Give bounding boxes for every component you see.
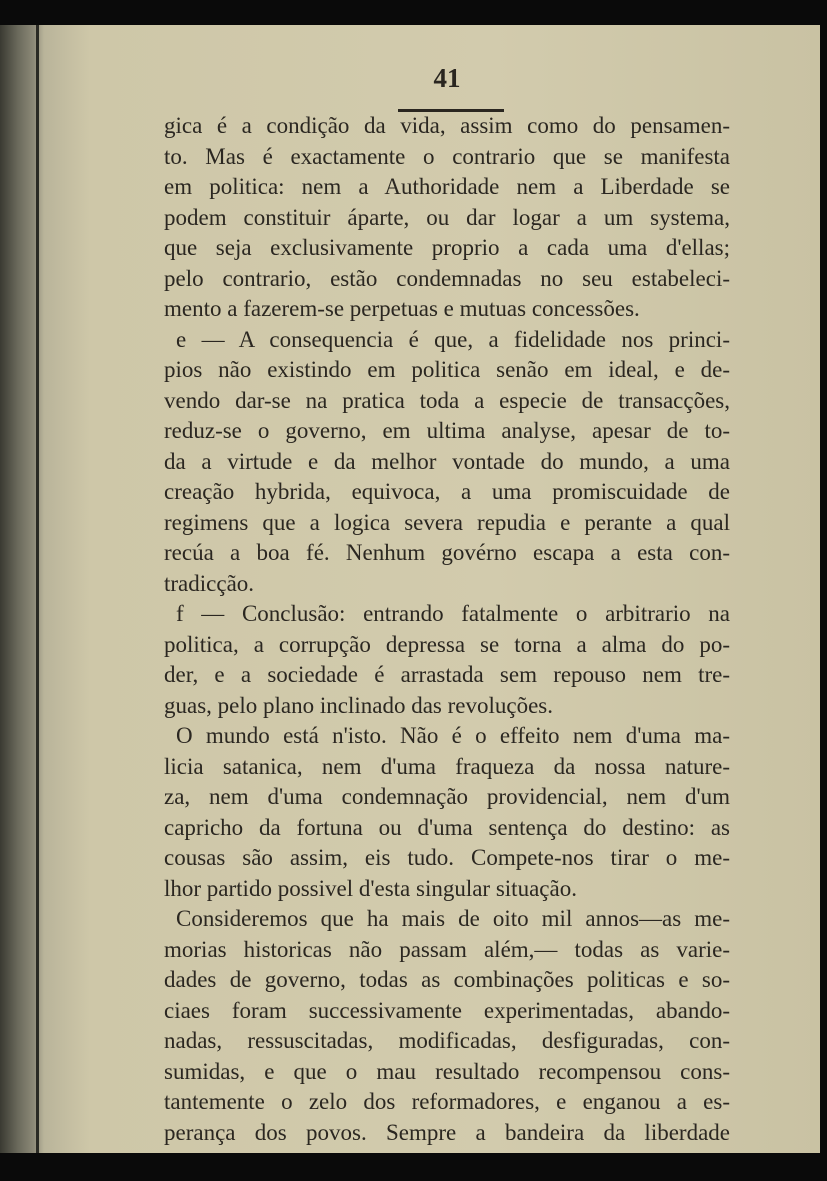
- text-line: pelo contrario, estão condemnadas no seu estabeleci-: [164, 265, 730, 291]
- text-line: recúa a boa fé. Nenhum govérno escapa a esta con-: [164, 540, 730, 565]
- page-number: 41: [433, 63, 461, 93]
- text-line: mento a fazerem-se perpetuas e mutuas concessões.: [164, 296, 640, 321]
- text-line: sumidas, e que o mau resultado recompensou cons-: [164, 1058, 730, 1084]
- book-page: [0, 25, 820, 1153]
- text-line: guas, pelo plano inclinado das revoluções.: [164, 692, 553, 718]
- text-line: O mundo está n'isto. Não é o effeito nem d'uma ma-: [176, 723, 730, 748]
- text-line: em politica: nem a Authoridade nem a Liberdade se: [164, 174, 730, 199]
- text-line: podem constituir áparte, ou dar logar a um systema,: [164, 204, 730, 230]
- text-line: capricho da fortuna ou d'uma sentença do destino: as: [164, 814, 730, 840]
- text-line: tradicção.: [164, 570, 255, 596]
- text-line: e — A consequencia é que, a fidelidade nos princi-: [176, 326, 730, 352]
- text-line: licia satanica, nem d'uma fraqueza da nossa nature-: [164, 753, 730, 779]
- text-line: nadas, ressuscitadas, modificadas, desfiguradas, con-: [164, 1028, 730, 1053]
- text-line: reduz-se o governo, em ultima analyse, apesar de to-: [164, 418, 730, 443]
- text-line: vendo dar-se na pratica toda a especie de transacções,: [164, 387, 730, 413]
- text-line: tantemente o zelo dos reformadores, e enganou a es-: [164, 1089, 730, 1114]
- text-line: to. Mas é exactamente o contrario que se manifesta: [164, 143, 730, 169]
- text-line: cousas são assim, eis tudo. Compete-nos tirar o me-: [164, 845, 730, 870]
- text-line: ciaes foram successivamente experimentadas, abando-: [164, 997, 730, 1023]
- text-line: politica, a corrupção depressa se torna a alma do po-: [164, 631, 730, 657]
- page-body-text: [164, 111, 730, 1148]
- text-line: gica é a condição da vida, assim como do pensamen-: [164, 113, 730, 138]
- page-binding-edge: [36, 25, 39, 1153]
- text-line: da a virtude e da melhor vontade do mundo, a uma: [164, 448, 730, 474]
- text-line: regimens que a logica severa repudia e perante a qual: [164, 509, 730, 535]
- text-line: perança dos povos. Sempre a bandeira da liberdade: [164, 1119, 730, 1145]
- text-line: lhor partido possivel d'esta singular situação.: [164, 875, 577, 901]
- text-line: f — Conclusão: entrando fatalmente o arbitrario na: [176, 601, 730, 626]
- text-line: dades de governo, todas as combinações politicas e so-: [164, 967, 730, 992]
- text-line: Consideremos que ha mais de oito mil annos—as me-: [176, 906, 730, 931]
- text-line: que seja exclusivamente proprio a cada uma d'ellas;: [164, 235, 730, 260]
- text-line: morias historicas não passam além,— todas as varie-: [164, 936, 730, 962]
- text-line: za, nem d'uma condemnação providencial, nem d'um: [164, 784, 730, 809]
- text-line: der, e a sociedade é arrastada sem repouso nem tre-: [164, 662, 730, 687]
- text-line: pios não existindo em politica senão em ideal, e de-: [164, 357, 730, 382]
- text-line: creação hybrida, equivoca, a uma promiscuidade de: [164, 479, 730, 504]
